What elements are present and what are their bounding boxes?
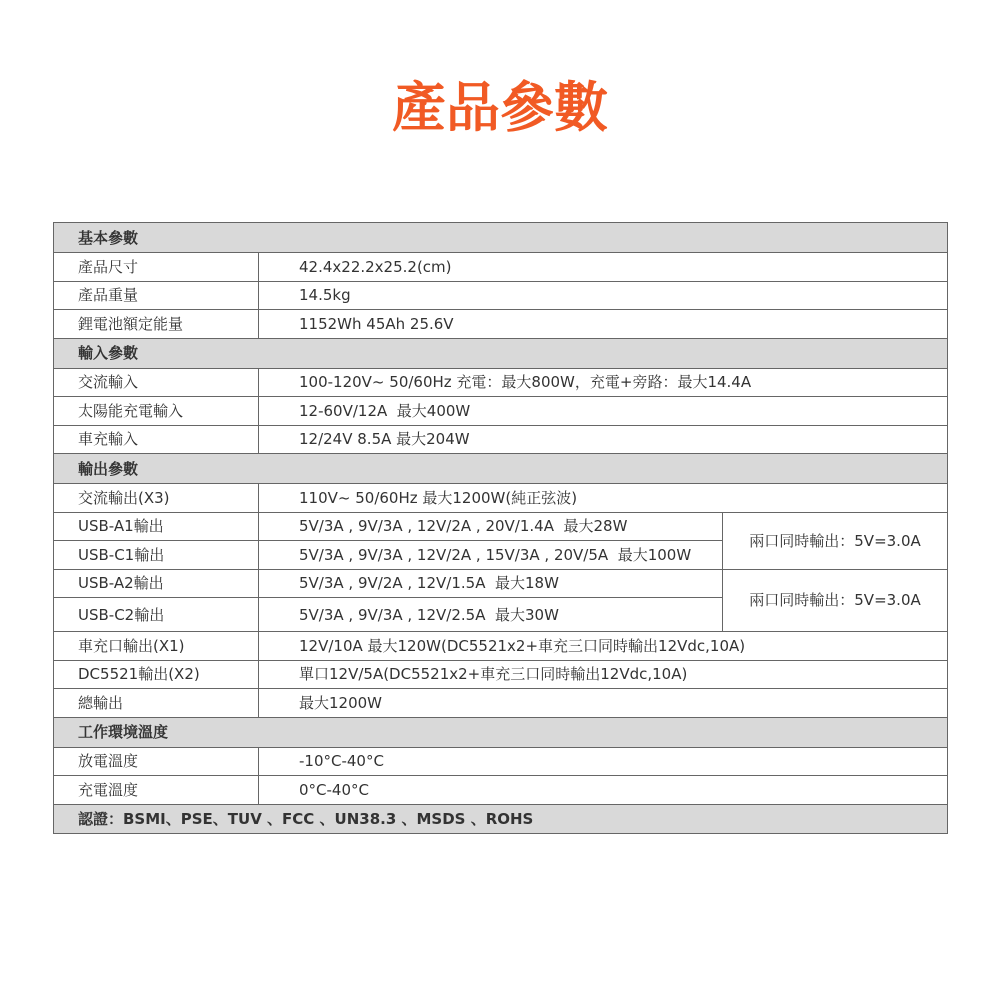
spec-row (54, 397, 948, 426)
spec-value: 42.4x22.2x25.2(cm) (259, 253, 948, 282)
spec-label: 鋰電池額定能量 (54, 310, 259, 339)
spec-value: -10°C-40°C (259, 747, 948, 776)
spec-row (54, 253, 948, 282)
spec-value: 12/24V 8.5A 最大204W (259, 425, 948, 454)
spec-value: 110V~ 50/60Hz 最大1200W(純正弦波) (259, 484, 948, 513)
spec-row (54, 747, 948, 776)
spec-label: 充電溫度 (54, 776, 259, 805)
section-header-output: 輸出參數 (54, 454, 948, 484)
spec-value: 12V/10A 最大120W(DC5521x2+車充三口同時輸出12Vdc,10A) (259, 632, 948, 661)
section-header-input: 輸入參數 (54, 338, 948, 368)
spec-row (54, 425, 948, 454)
spec-value: 14.5kg (259, 281, 948, 310)
spec-value: 0°C-40°C (259, 776, 948, 805)
certification-footer: 認證：BSMI、PSE、TUV 、FCC 、UN38.3 、MSDS 、ROHS (54, 804, 948, 833)
spec-label: 太陽能充電輸入 (54, 397, 259, 426)
spec-label: DC5521輸出(X2) (54, 660, 259, 689)
spec-row (54, 484, 948, 513)
spec-label: 放電溫度 (54, 747, 259, 776)
spec-row (54, 689, 948, 718)
spec-label: USB-A1輸出 (54, 512, 259, 541)
page-title: 產品參數 (392, 76, 608, 139)
spec-value: 單口12V/5A(DC5521x2+車充三口同時輸出12Vdc,10A) (259, 660, 948, 689)
spec-label: USB-A2輸出 (54, 569, 259, 598)
spec-label: USB-C1輸出 (54, 541, 259, 570)
spec-value: 5V/3A , 9V/3A , 12V/2A , 15V/3A , 20V/5A 最大100W (259, 541, 723, 570)
spec-row (54, 776, 948, 805)
section-header-row (54, 338, 948, 368)
section-header-row (54, 454, 948, 484)
spec-value: 5V/3A , 9V/3A , 12V/2A , 20V/1.4A 最大28W (259, 512, 723, 541)
spec-row (54, 512, 948, 541)
shared-output-note: 兩口同時輸出：5V=3.0A (723, 512, 948, 569)
section-header-row (54, 223, 948, 253)
spec-value: 12-60V/12A 最大400W (259, 397, 948, 426)
spec-row (54, 281, 948, 310)
spec-row (54, 632, 948, 661)
section-header-row (54, 717, 948, 747)
spec-label: USB-C2輸出 (54, 598, 259, 632)
section-header-basic: 基本參數 (54, 223, 948, 253)
spec-value: 100-120V~ 50/60Hz 充電：最大800W，充電+旁路：最大14.4A (259, 368, 948, 397)
spec-value: 1152Wh 45Ah 25.6V (259, 310, 948, 339)
spec-label: 總輸出 (54, 689, 259, 718)
spec-label: 產品重量 (54, 281, 259, 310)
shared-output-note: 兩口同時輸出：5V=3.0A (723, 569, 948, 632)
spec-label: 交流輸入 (54, 368, 259, 397)
spec-row (54, 368, 948, 397)
spec-row (54, 310, 948, 339)
spec-label: 交流輸出(X3) (54, 484, 259, 513)
spec-value: 5V/3A , 9V/2A , 12V/1.5A 最大18W (259, 569, 723, 598)
spec-value: 5V/3A , 9V/3A , 12V/2.5A 最大30W (259, 598, 723, 632)
spec-label: 產品尺寸 (54, 253, 259, 282)
spec-table (53, 222, 948, 834)
section-header-environment: 工作環境溫度 (54, 717, 948, 747)
spec-label: 車充口輸出(X1) (54, 632, 259, 661)
spec-row (54, 660, 948, 689)
spec-value: 最大1200W (259, 689, 948, 718)
spec-label: 車充輸入 (54, 425, 259, 454)
spec-row (54, 569, 948, 598)
certification-row (54, 804, 948, 833)
